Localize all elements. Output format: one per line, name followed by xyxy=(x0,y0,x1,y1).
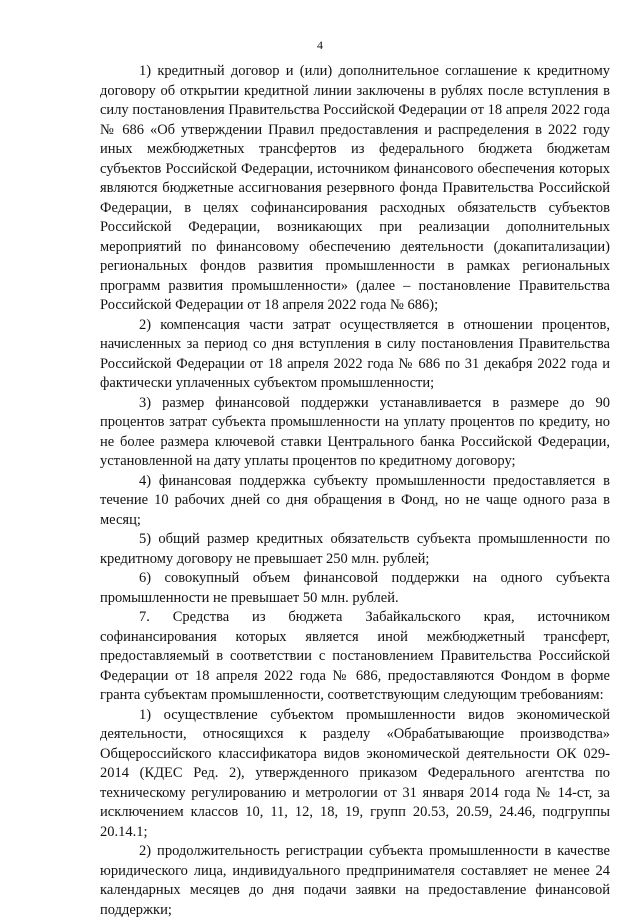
paragraph-item-2: 2) компенсация части затрат осуществляется в отношении процентов, начисленных за период со дня вступления в силу постановления Правительства Российской Федерации от 18 апреля 2022 года № 686 по 31 декабря 2022 года и фактически уплаченных субъектом промышленности; xyxy=(100,316,610,391)
document-body xyxy=(100,62,610,920)
paragraph-item-4: 4) финансовая поддержка субъекту промышленности предоставляется в течение 10 рабочих дней со дня обращения в Фонд, но не чаще одного раза в месяц; xyxy=(100,472,610,528)
paragraph-item-5: 5) общий размер кредитных обязательств субъекта промышленности по кредитному договору не превышает 250 млн. рублей; xyxy=(100,531,610,567)
paragraph-item-6: 6) совокупный объем финансовой поддержки на одного субъекта промышленности не превышает 50 млн. рублей. xyxy=(100,570,610,606)
page-number: 4 xyxy=(317,38,323,52)
paragraph-requirement-2: 2) продолжительность регистрации субъекта промышленности в качестве юридического лица, индивидуального предпринимателя составляет не менее 24 календарных месяцев до дня подачи заявки на предоставление финансовой поддержки; xyxy=(100,843,610,918)
paragraph-item-3: 3) размер финансовой поддержки устанавливается в размере до 90 процентов затрат субъекта промышленности на уплату процентов по кредиту, но не более размера ключевой ставки Центрального банка Российской Федерации, установленной на дату уплаты процентов по кредитному договору; xyxy=(100,394,610,469)
paragraph-item-1: 1) кредитный договор и (или) дополнительное соглашение к кредитному договору об открытии кредитной линии заключены в рублях после вступления в силу постановления Правительства Российской Федерации от 18 апреля 2022 года № 686 «Об утверждении Правил предоставления и распределения в 2022 году иных межбюджетных трансфертов из федерального бюджета бюджетам субъектов Российской Федерации, источником финансового обеспечения которых являются бюджетные ассигнования резервного фонда Правительства Российской Федерации, в целях софинансирования расходных обязательств субъектов Российской Федерации, возникающих при реализации дополнительных мероприятий по финансовому обеспечению деятельности (докапитализации) региональных фондов развития промышленности в рамках региональных программ развития промышленности» (далее – постановление Правительства Российской Федерации от 18 апреля 2022 года № 686); xyxy=(100,63,610,313)
paragraph-section-7: 7. Средства из бюджета Забайкальского края, источником софинансирования которых является иной межбюджетный трансферт, предоставляемый в соответствии с постановлением Правительства Российской Федерации от 18 апреля 2022 года № 686, предоставляются Фондом в форме гранта субъектам промышленности, соответствующим следующим требованиям: xyxy=(100,609,610,703)
paragraph-requirement-1: 1) осуществление субъектом промышленности видов экономической деятельности, относящихся к разделу «Обрабатывающие производства» Общероссийского классификатора видов экономической деятельности ОК 029-2014 (КДЕС Ред. 2), утвержденного приказом Федерального агентства по техническому регулированию и метрологии от 31 января 2014 года № 14-ст, за исключением классов 10, 11, 12, 18, 19, групп 20.53, 20.59, 24.46, подгруппы 20.14.1; xyxy=(100,706,610,840)
